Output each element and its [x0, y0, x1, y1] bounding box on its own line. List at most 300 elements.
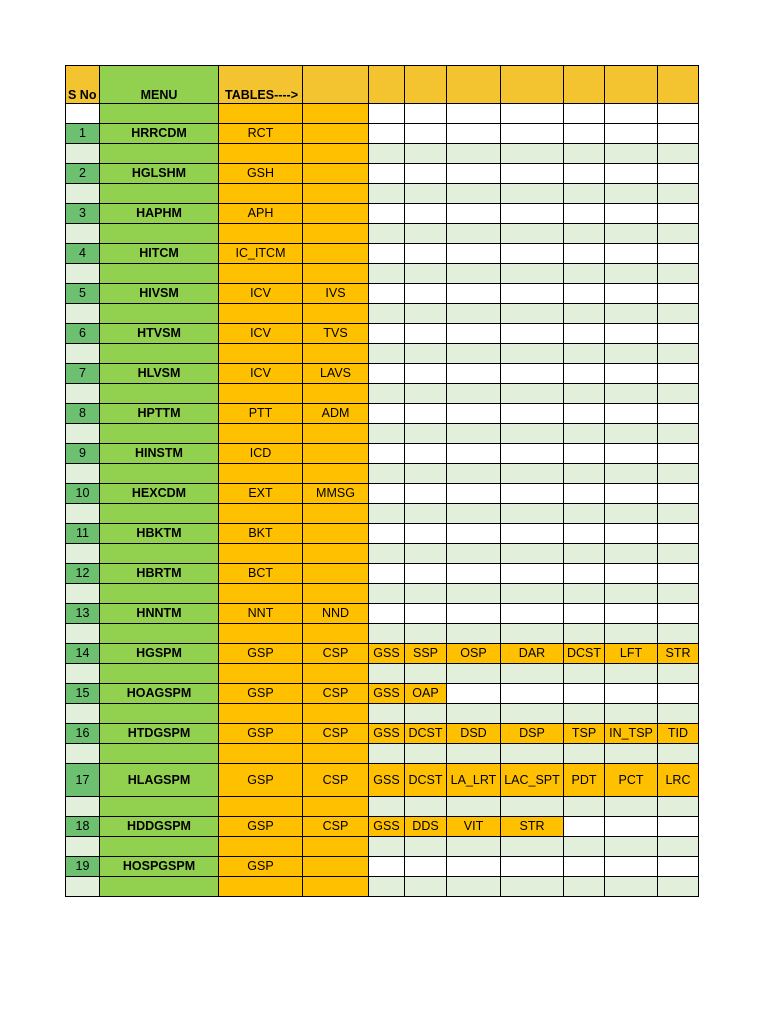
header-sno: S No [66, 66, 100, 104]
spacer-extra-cell [405, 344, 447, 364]
table-cell: CSP [303, 724, 369, 744]
spacer-menu-cell [100, 464, 219, 484]
table-cell [564, 604, 605, 624]
table-cell [369, 484, 405, 504]
table-row [66, 484, 699, 504]
table-cell: IN_TSP [605, 724, 658, 744]
spacer-extra-cell [564, 464, 605, 484]
table-cell [658, 124, 699, 144]
spacer-menu-cell [100, 344, 219, 364]
table-cell [564, 164, 605, 184]
spacer-extra-cell [605, 344, 658, 364]
table-cell: NNT [219, 604, 303, 624]
table-cell: GSP [219, 684, 303, 704]
spacer-extra-cell [447, 624, 501, 644]
spacer-extra-cell [447, 464, 501, 484]
spacer-extra-cell [405, 504, 447, 524]
header-tables: TABLES----> [219, 66, 303, 104]
table-cell: DCST [564, 644, 605, 664]
table-cell [447, 164, 501, 184]
spacer-extra-cell [369, 797, 405, 817]
table-cell [447, 524, 501, 544]
table-cell: GSS [369, 644, 405, 664]
table-cell: PCT [605, 764, 658, 797]
table-row [66, 564, 699, 584]
table-cell [564, 524, 605, 544]
table-cell [501, 124, 564, 144]
table-cell [605, 817, 658, 837]
spacer-extra-cell [501, 344, 564, 364]
table-cell: IVS [303, 284, 369, 304]
spacer-extra-cell [369, 544, 405, 564]
header-cell [605, 66, 658, 104]
spacer-table-cell [303, 464, 369, 484]
table-cell: DSP [501, 724, 564, 744]
table-cell: ICD [219, 444, 303, 464]
spacer-extra-cell [605, 384, 658, 404]
table-cell: LRC [658, 764, 699, 797]
row-menu-name: HRRCDM [100, 124, 219, 144]
spacer-extra-cell [447, 264, 501, 284]
row-sno: 7 [66, 364, 100, 384]
spacer-sno-cell [66, 877, 100, 897]
spacer-table-cell [303, 584, 369, 604]
row-sno: 8 [66, 404, 100, 424]
spacer-row [66, 504, 699, 524]
table-cell: DSD [447, 724, 501, 744]
spacer-sno-cell [66, 224, 100, 244]
table-cell: APH [219, 204, 303, 224]
table-cell [447, 604, 501, 624]
spacer-extra-cell [501, 104, 564, 124]
table-cell [405, 444, 447, 464]
table-cell [658, 684, 699, 704]
spacer-extra-cell [501, 264, 564, 284]
table-cell [658, 364, 699, 384]
spacer-extra-cell [564, 144, 605, 164]
spacer-sno-cell [66, 584, 100, 604]
spacer-extra-cell [501, 797, 564, 817]
spacer-row [66, 104, 699, 124]
spacer-extra-cell [564, 304, 605, 324]
spacer-extra-cell [564, 837, 605, 857]
spacer-extra-cell [405, 224, 447, 244]
spacer-extra-cell [501, 464, 564, 484]
table-row [66, 604, 699, 624]
spacer-table-cell [303, 504, 369, 524]
table-cell [405, 857, 447, 877]
table-cell: OAP [405, 684, 447, 704]
table-cell: DCST [405, 724, 447, 744]
spacer-extra-cell [447, 584, 501, 604]
table-cell: GSS [369, 724, 405, 744]
spacer-sno-cell [66, 624, 100, 644]
table-cell [564, 857, 605, 877]
row-sno: 2 [66, 164, 100, 184]
table-row [66, 124, 699, 144]
table-cell: LFT [605, 644, 658, 664]
spacer-extra-cell [405, 837, 447, 857]
spacer-extra-cell [369, 664, 405, 684]
spacer-extra-cell [369, 584, 405, 604]
table-cell: SSP [405, 644, 447, 664]
spacer-extra-cell [605, 664, 658, 684]
table-row [66, 364, 699, 384]
row-menu-name: HINSTM [100, 444, 219, 464]
spacer-table-cell [219, 797, 303, 817]
table-cell [447, 857, 501, 877]
table-cell [405, 404, 447, 424]
table-row [66, 684, 699, 704]
table-cell [564, 484, 605, 504]
spacer-extra-cell [369, 384, 405, 404]
spacer-extra-cell [658, 184, 699, 204]
table-cell [501, 524, 564, 544]
row-menu-name: HTDGSPM [100, 724, 219, 744]
table-cell [447, 244, 501, 264]
spacer-extra-cell [658, 797, 699, 817]
spacer-extra-cell [658, 544, 699, 564]
table-cell: PDT [564, 764, 605, 797]
table-cell [369, 404, 405, 424]
table-cell [447, 204, 501, 224]
header-cell [369, 66, 405, 104]
spacer-sno-cell [66, 144, 100, 164]
table-cell [564, 564, 605, 584]
spacer-extra-cell [447, 144, 501, 164]
spacer-extra-cell [605, 144, 658, 164]
spacer-extra-cell [658, 264, 699, 284]
table-row [66, 724, 699, 744]
spacer-extra-cell [405, 664, 447, 684]
spacer-extra-cell [658, 144, 699, 164]
table-cell [369, 604, 405, 624]
table-cell [501, 204, 564, 224]
spacer-row [66, 797, 699, 817]
spacer-extra-cell [564, 104, 605, 124]
spacer-row [66, 264, 699, 284]
table-cell [658, 164, 699, 184]
table-cell [405, 604, 447, 624]
spacer-sno-cell [66, 704, 100, 724]
table-cell: CSP [303, 684, 369, 704]
table-cell [447, 444, 501, 464]
spacer-table-cell [219, 304, 303, 324]
spacer-extra-cell [447, 384, 501, 404]
spacer-table-cell [303, 877, 369, 897]
spacer-extra-cell [405, 744, 447, 764]
spacer-table-cell [219, 344, 303, 364]
spacer-table-cell [219, 704, 303, 724]
table-cell [369, 164, 405, 184]
table-cell: GSH [219, 164, 303, 184]
table-cell: ICV [219, 324, 303, 344]
table-cell: GSS [369, 684, 405, 704]
spacer-table-cell [219, 584, 303, 604]
table-cell: ICV [219, 364, 303, 384]
table-cell [447, 364, 501, 384]
table-cell: GSP [219, 817, 303, 837]
header-cell [564, 66, 605, 104]
spacer-extra-cell [605, 797, 658, 817]
spacer-table-cell [219, 744, 303, 764]
spacer-extra-cell [447, 544, 501, 564]
spacer-extra-cell [447, 104, 501, 124]
row-sno: 16 [66, 724, 100, 744]
row-sno: 18 [66, 817, 100, 837]
spacer-extra-cell [369, 504, 405, 524]
spacer-table-cell [219, 877, 303, 897]
spacer-extra-cell [501, 384, 564, 404]
spacer-extra-cell [605, 184, 658, 204]
spacer-table-cell [219, 384, 303, 404]
table-cell [447, 484, 501, 504]
spacer-row [66, 464, 699, 484]
table-cell [658, 857, 699, 877]
spacer-extra-cell [447, 744, 501, 764]
row-menu-name: HTVSM [100, 324, 219, 344]
spacer-extra-cell [447, 797, 501, 817]
spacer-row [66, 584, 699, 604]
spacer-extra-cell [564, 704, 605, 724]
spacer-extra-cell [605, 304, 658, 324]
table-row [66, 817, 699, 837]
table-cell [369, 364, 405, 384]
spacer-sno-cell [66, 664, 100, 684]
table-cell: TID [658, 724, 699, 744]
table-cell [447, 404, 501, 424]
spacer-table-cell [303, 144, 369, 164]
table-cell: PTT [219, 404, 303, 424]
spacer-extra-cell [564, 264, 605, 284]
spacer-extra-cell [369, 344, 405, 364]
spacer-extra-cell [658, 624, 699, 644]
spacer-row [66, 184, 699, 204]
table-cell [564, 204, 605, 224]
spacer-table-cell [219, 144, 303, 164]
spacer-sno-cell [66, 104, 100, 124]
spacer-extra-cell [564, 504, 605, 524]
table-row [66, 324, 699, 344]
spacer-extra-cell [405, 544, 447, 564]
spacer-extra-cell [369, 104, 405, 124]
spacer-extra-cell [447, 837, 501, 857]
table-cell: STR [501, 817, 564, 837]
table-cell [605, 204, 658, 224]
spacer-menu-cell [100, 424, 219, 444]
spacer-sno-cell [66, 544, 100, 564]
table-cell [501, 164, 564, 184]
row-sno: 3 [66, 204, 100, 224]
table-cell [303, 164, 369, 184]
table-cell [405, 164, 447, 184]
spacer-extra-cell [658, 384, 699, 404]
spacer-table-cell [303, 424, 369, 444]
row-sno: 5 [66, 284, 100, 304]
spacer-sno-cell [66, 184, 100, 204]
spacer-extra-cell [564, 797, 605, 817]
table-cell [369, 244, 405, 264]
table-cell: CSP [303, 644, 369, 664]
spacer-table-cell [303, 744, 369, 764]
spacer-extra-cell [564, 184, 605, 204]
table-cell [501, 604, 564, 624]
table-cell: IC_ITCM [219, 244, 303, 264]
table-cell [303, 244, 369, 264]
table-cell: BKT [219, 524, 303, 544]
table-cell [405, 484, 447, 504]
spacer-extra-cell [605, 704, 658, 724]
spacer-table-cell [303, 304, 369, 324]
spacer-extra-cell [658, 744, 699, 764]
table-cell: RCT [219, 124, 303, 144]
spacer-row [66, 424, 699, 444]
table-cell: OSP [447, 644, 501, 664]
row-sno: 17 [66, 764, 100, 797]
spacer-menu-cell [100, 877, 219, 897]
spacer-extra-cell [501, 877, 564, 897]
spacer-extra-cell [501, 584, 564, 604]
spacer-menu-cell [100, 184, 219, 204]
spacer-extra-cell [447, 224, 501, 244]
spacer-menu-cell [100, 384, 219, 404]
table-cell [605, 324, 658, 344]
header-menu: MENU [100, 66, 219, 104]
spacer-table-cell [303, 664, 369, 684]
spacer-menu-cell [100, 144, 219, 164]
spacer-extra-cell [658, 664, 699, 684]
spacer-table-cell [303, 624, 369, 644]
spacer-sno-cell [66, 797, 100, 817]
spacer-extra-cell [501, 624, 564, 644]
spacer-extra-cell [405, 584, 447, 604]
table-cell [303, 857, 369, 877]
table-cell [605, 604, 658, 624]
table-cell: TVS [303, 324, 369, 344]
table-cell [501, 284, 564, 304]
table-cell [405, 244, 447, 264]
table-cell [501, 684, 564, 704]
spacer-extra-cell [405, 384, 447, 404]
table-cell: DAR [501, 644, 564, 664]
spacer-sno-cell [66, 744, 100, 764]
table-cell [405, 204, 447, 224]
table-row [66, 244, 699, 264]
spacer-table-cell [219, 224, 303, 244]
header-cell [501, 66, 564, 104]
table-cell [658, 604, 699, 624]
table-cell [369, 124, 405, 144]
spacer-extra-cell [605, 837, 658, 857]
table-row [66, 404, 699, 424]
row-menu-name: HBRTM [100, 564, 219, 584]
table-cell: CSP [303, 817, 369, 837]
spacer-menu-cell [100, 797, 219, 817]
spacer-sno-cell [66, 344, 100, 364]
spacer-extra-cell [605, 104, 658, 124]
row-menu-name: HPTTM [100, 404, 219, 424]
row-menu-name: HBKTM [100, 524, 219, 544]
spacer-extra-cell [605, 424, 658, 444]
row-sno: 13 [66, 604, 100, 624]
spacer-table-cell [219, 624, 303, 644]
spacer-menu-cell [100, 304, 219, 324]
spacer-row [66, 344, 699, 364]
table-cell [405, 284, 447, 304]
spacer-extra-cell [405, 704, 447, 724]
spacer-table-cell [303, 104, 369, 124]
table-cell [303, 564, 369, 584]
table-cell [605, 404, 658, 424]
spacer-extra-cell [501, 744, 564, 764]
spacer-extra-cell [658, 104, 699, 124]
spacer-table-cell [303, 797, 369, 817]
table-cell [605, 364, 658, 384]
spacer-sno-cell [66, 304, 100, 324]
row-menu-name: HDDGSPM [100, 817, 219, 837]
table-cell [501, 364, 564, 384]
spacer-extra-cell [369, 304, 405, 324]
row-menu-name: HIVSM [100, 284, 219, 304]
table-cell [369, 284, 405, 304]
spacer-extra-cell [405, 877, 447, 897]
table-row [66, 444, 699, 464]
spacer-table-cell [303, 344, 369, 364]
spacer-menu-cell [100, 704, 219, 724]
table-cell [405, 524, 447, 544]
spacer-extra-cell [658, 704, 699, 724]
spacer-row [66, 224, 699, 244]
spacer-extra-cell [369, 837, 405, 857]
spacer-extra-cell [501, 304, 564, 324]
table-cell [658, 524, 699, 544]
table-cell [658, 244, 699, 264]
spacer-extra-cell [501, 504, 564, 524]
row-menu-name: HOAGSPM [100, 684, 219, 704]
spacer-extra-cell [605, 264, 658, 284]
table-cell [564, 684, 605, 704]
spacer-row [66, 704, 699, 724]
table-cell [605, 124, 658, 144]
row-sno: 10 [66, 484, 100, 504]
spacer-row [66, 744, 699, 764]
spacer-extra-cell [369, 877, 405, 897]
table-cell [303, 444, 369, 464]
spacer-table-cell [303, 544, 369, 564]
spacer-extra-cell [658, 584, 699, 604]
spacer-menu-cell [100, 744, 219, 764]
spacer-extra-cell [447, 664, 501, 684]
spacer-extra-cell [501, 704, 564, 724]
spacer-table-cell [303, 224, 369, 244]
spacer-extra-cell [605, 224, 658, 244]
table-cell [658, 564, 699, 584]
table-cell: GSS [369, 817, 405, 837]
spacer-extra-cell [564, 544, 605, 564]
spacer-row [66, 664, 699, 684]
table-cell: GSS [369, 764, 405, 797]
row-menu-name: HGLSHM [100, 164, 219, 184]
spacer-extra-cell [369, 264, 405, 284]
table-cell [564, 364, 605, 384]
row-sno: 15 [66, 684, 100, 704]
spacer-extra-cell [405, 144, 447, 164]
spacer-extra-cell [605, 544, 658, 564]
table-cell [564, 324, 605, 344]
row-sno: 11 [66, 524, 100, 544]
row-sno: 12 [66, 564, 100, 584]
spacer-menu-cell [100, 224, 219, 244]
